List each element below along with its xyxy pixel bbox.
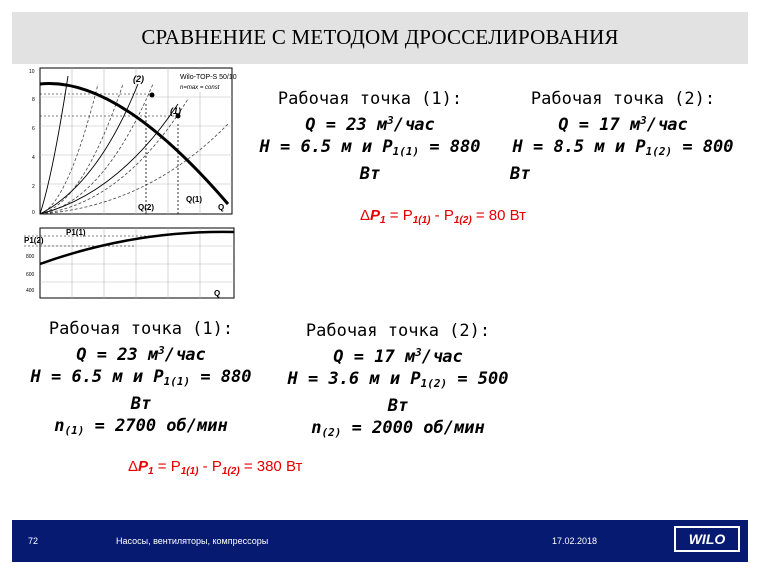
working-point-1-bottom: [16, 318, 266, 442]
legend-line2: n=max = const: [180, 85, 220, 91]
slide-footer: [12, 520, 748, 562]
y-tick: 8: [32, 97, 35, 103]
wp-unit: Вт: [387, 396, 409, 416]
working-point-2-bottom: [276, 320, 520, 444]
wilo-logo: WILO: [674, 526, 740, 552]
slide-title-bar: [12, 12, 748, 64]
p2-label: P1(2): [24, 236, 44, 245]
working-point-1-top: [250, 88, 490, 185]
footer-subject: Насосы, вентиляторы, компрессоры: [116, 536, 269, 546]
wp-speed: $n_{(2)} = 2000$ об/мин: [311, 418, 485, 439]
y-tick: 4: [32, 155, 35, 161]
wp-unit: Вт: [510, 164, 531, 184]
delta-power-bottom: $\Delta P_1 = P_{1(1)} - P_{1(2)} = 380$ Вт: [128, 458, 303, 477]
y-tick: 10: [29, 69, 35, 75]
y-tick: 2: [32, 184, 35, 190]
working-point-2-top: [500, 88, 746, 185]
y-tick: 0: [32, 210, 35, 216]
wp-title: Рабочая точка (2):: [530, 89, 716, 109]
legend-line1: Wilo-TOP-S 50/10: [180, 74, 237, 81]
wp-head-power: H = 6.5 м и $P_{1(1)} = 880$: [259, 137, 481, 158]
slide-title: СРАВНЕНИЕ С МЕТОДОМ ДРОССЕЛИРОВАНИЯ: [141, 25, 619, 49]
y-tick: 400: [26, 288, 35, 294]
wp-unit: Вт: [130, 394, 152, 414]
wp-title: Рабочая точка (2):: [305, 321, 491, 341]
wp-head-power: H = 8.5 м и $P_{1(2)} = 800$: [512, 137, 734, 158]
q2-label: Q(2): [138, 203, 154, 212]
footer-date: 17.02.2018: [552, 536, 598, 546]
wp-flow: Q = 23 $м^3$/час: [305, 114, 435, 135]
wp-head-power: H = 6.5 м и $P_{1(1)} = 880$: [30, 367, 252, 388]
wp-speed: $n_{(1)} = 2700$ об/мин: [54, 416, 228, 437]
pump-curve-svg: [28, 64, 238, 224]
delta-power-top: $\Delta P_1 = P_{1(1)} - P_{1(2)} = 80$ Вт: [360, 207, 526, 226]
wp-title: Рабочая точка (1):: [48, 319, 234, 339]
page-number: 72: [28, 536, 39, 546]
wp-flow: Q = 17 $м^3$/час: [333, 346, 463, 367]
q-axis-label: Q: [218, 203, 225, 212]
q-axis-label: Q: [214, 289, 221, 298]
y-tick: 600: [26, 272, 35, 278]
wp-flow: Q = 23 $м^3$/час: [76, 344, 206, 365]
pump-curve-chart: [28, 64, 238, 224]
wp-head-power: H = 3.6 м и $P_{1(2)} = 500$: [287, 369, 509, 390]
power-curve-chart: [24, 226, 238, 304]
curve2-label: (2): [133, 74, 144, 84]
wp-unit: Вт: [359, 164, 381, 184]
wp-title: Рабочая точка (1):: [277, 89, 463, 109]
q1-label: Q(1): [186, 195, 202, 204]
power-curve-svg: [24, 226, 238, 304]
y-tick: 6: [32, 126, 35, 132]
curve1-label: (1): [170, 106, 181, 116]
p1-label: P1(1): [66, 228, 86, 237]
y-tick: 800: [26, 254, 35, 260]
wp-flow: Q = 17 $м^3$/час: [558, 114, 688, 135]
